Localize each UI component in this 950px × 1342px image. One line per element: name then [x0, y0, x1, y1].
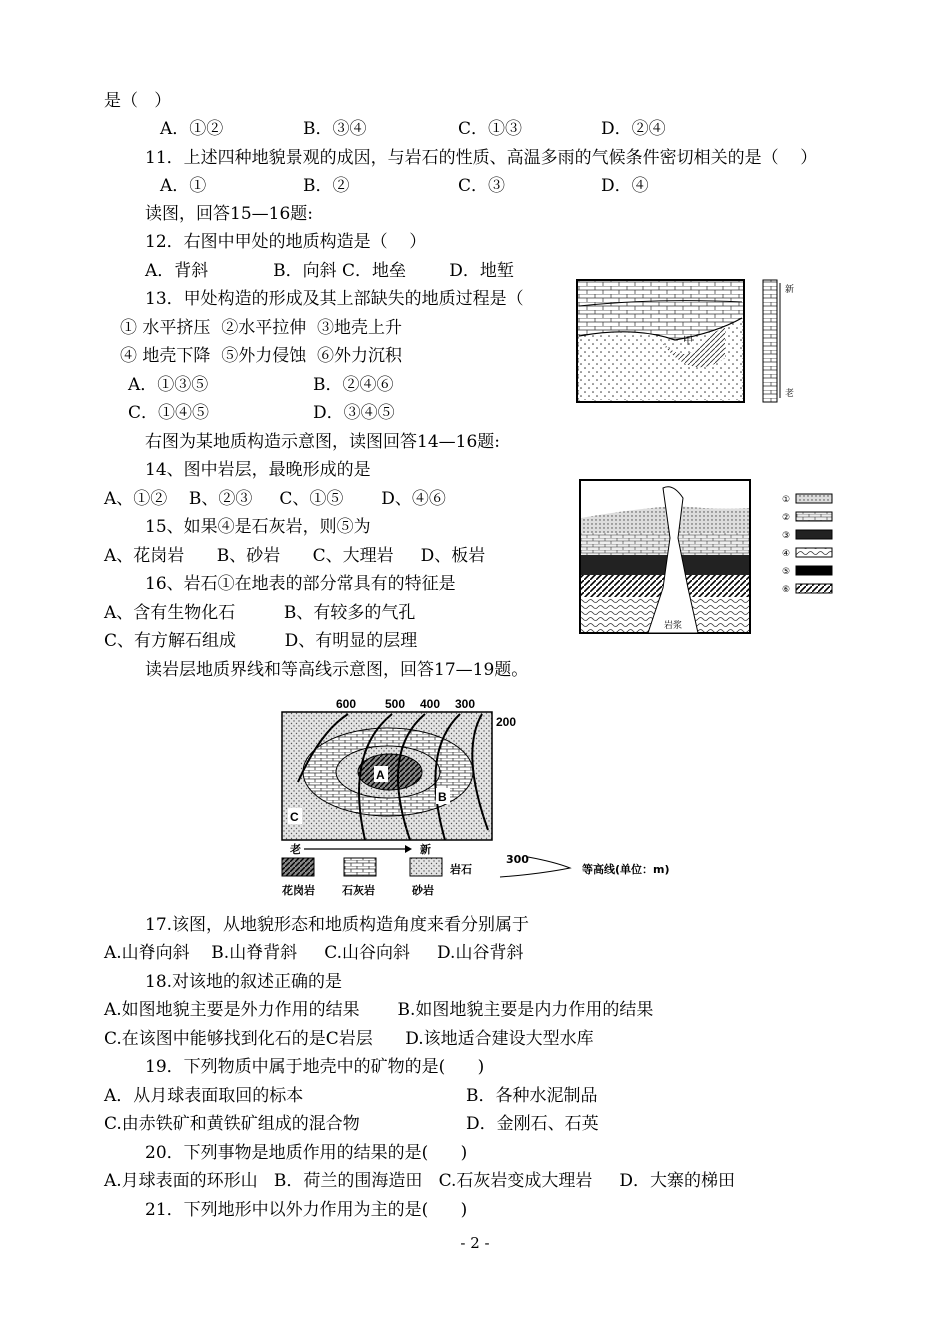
intro-17-19: 读岩层地质界线和等高线示意图，回答17—19题。: [145, 660, 529, 680]
legend-5-label: ⑤: [782, 567, 791, 577]
legend-3-label: ③: [782, 531, 791, 541]
q10-option-a: A．①②: [160, 119, 224, 139]
q12-stem: 12．右图中甲处的地质构造是（ ）: [145, 232, 427, 252]
q19-option-c: C.由赤铁矿和黄铁矿组成的混合物: [104, 1114, 360, 1134]
contour-legend-text: 等高线(单位：m): [582, 863, 670, 876]
contour-300: 300: [455, 697, 476, 711]
q13-option-a: A．①③⑤: [128, 375, 209, 395]
q12-options: A．背斜 B．向斜 C．地垒 D．地堑: [145, 261, 514, 281]
legend-2-label: ②: [782, 513, 791, 523]
q17-options: A.山脊向斜 B.山脊背斜 C.山谷向斜 D.山谷背斜: [104, 943, 524, 963]
label-b: B: [438, 790, 447, 804]
q11-option-c: C．③: [458, 176, 506, 196]
q15-stem: 15、如果④是石灰岩，则⑤为: [145, 517, 371, 537]
contour-200: 200: [496, 715, 517, 729]
intro-14-16: 右图为某地质构造示意图，读图回答14—16题:: [145, 432, 500, 452]
label-magma: 岩浆: [664, 621, 683, 631]
q20-stem: 20．下列事物是地质作用的结果的是( ): [145, 1143, 468, 1163]
label-new: 新: [785, 285, 795, 295]
q13-choices-1: ① 水平挤压 ②水平拉伸 ③地壳上升: [120, 318, 403, 338]
legend-4-label: ④: [782, 549, 791, 559]
q13-option-c: C．①④⑤: [128, 403, 210, 423]
legend-6-label: ⑥: [782, 585, 791, 595]
label-a: A: [376, 768, 385, 782]
q10-option-b: B．③④: [303, 119, 367, 139]
q16-options-cd: C、有方解石组成 D、有明显的层理: [104, 631, 418, 651]
q16-stem: 16、岩石①在地表的部分常具有的特征是: [145, 574, 456, 594]
contour-500: 500: [385, 697, 406, 711]
legend-granite: 花岗岩: [282, 884, 315, 897]
rock-word: 岩石: [450, 863, 472, 876]
q14-options: A、①② B、②③ C、①⑤ D、④⑥: [104, 489, 446, 509]
syncline-section-figure: [575, 278, 810, 406]
contour-geology-map: [270, 692, 710, 902]
q14-stem: 14、图中岩层，最晚形成的是: [145, 460, 371, 480]
q20-options: A.月球表面的环形山 B．荷兰的围海造田 C.石灰岩变成大理岩 D．大寨的梯田: [104, 1171, 736, 1191]
q18-options-ab: A.如图地貌主要是外力作用的结果 B.如图地貌主要是内力作用的结果: [104, 1000, 654, 1020]
label-jia: 甲: [683, 336, 693, 347]
q13-option-d: D．③④⑤: [313, 403, 395, 423]
intro-15-16: 读图，回答15—16题:: [145, 204, 313, 224]
label-new-age: 新: [420, 843, 431, 856]
label-old-age: 老: [290, 843, 301, 856]
q16-options-ab: A、含有生物化石 B、有较多的气孔: [104, 603, 416, 623]
contour-600: 600: [336, 697, 357, 711]
q21-stem: 21．下列地形中以外力作用为主的是( ): [145, 1200, 468, 1220]
label-old: 老: [785, 389, 795, 399]
q13-choices-2: ④ 地壳下降 ⑤外力侵蚀 ⑥外力沉积: [120, 346, 403, 366]
q19-option-a: A．从月球表面取回的标本: [104, 1086, 304, 1106]
intrusion-section-figure: [578, 478, 840, 636]
q10-tail: 是（ ）: [104, 91, 172, 111]
q17-stem: 17.该图，从地貌形态和地质构造角度来看分别属于: [145, 915, 530, 935]
q18-options-cd: C.在该图中能够找到化石的是C岩层 D.该地适合建设大型水库: [104, 1029, 594, 1049]
q10-option-c: C．①③: [458, 119, 523, 139]
q13-option-b: B．②④⑥: [313, 375, 394, 395]
q11-option-d: D．④: [601, 176, 649, 196]
q19-stem: 19．下列物质中属于地壳中的矿物的是( ): [145, 1057, 485, 1077]
q11-stem: 11．上述四种地貌景观的成因，与岩石的性质、高温多雨的气候条件密切相关的是（ ）: [145, 148, 818, 168]
q13-stem: 13．甲处构造的形成及其上部缺失的地质过程是（: [145, 289, 524, 309]
contour-400: 400: [420, 697, 441, 711]
legend-limestone: 石灰岩: [342, 884, 375, 897]
contour-sample-label: 300: [506, 853, 529, 866]
legend-sandstone: 砂岩: [412, 884, 434, 897]
q10-option-d: D．②④: [601, 119, 666, 139]
label-c: C: [290, 810, 299, 824]
q19-option-d: D．金刚石、石英: [466, 1114, 599, 1134]
page-number: - 2 -: [460, 1234, 490, 1252]
q11-option-a: A．①: [160, 176, 207, 196]
legend-1-label: ①: [782, 495, 791, 505]
q18-stem: 18.对该地的叙述正确的是: [145, 972, 343, 992]
q19-option-b: B．各种水泥制品: [466, 1086, 598, 1106]
q11-option-b: B．②: [303, 176, 350, 196]
q15-options: A、花岗岩 B、砂岩 C、大理岩 D、板岩: [104, 546, 486, 566]
